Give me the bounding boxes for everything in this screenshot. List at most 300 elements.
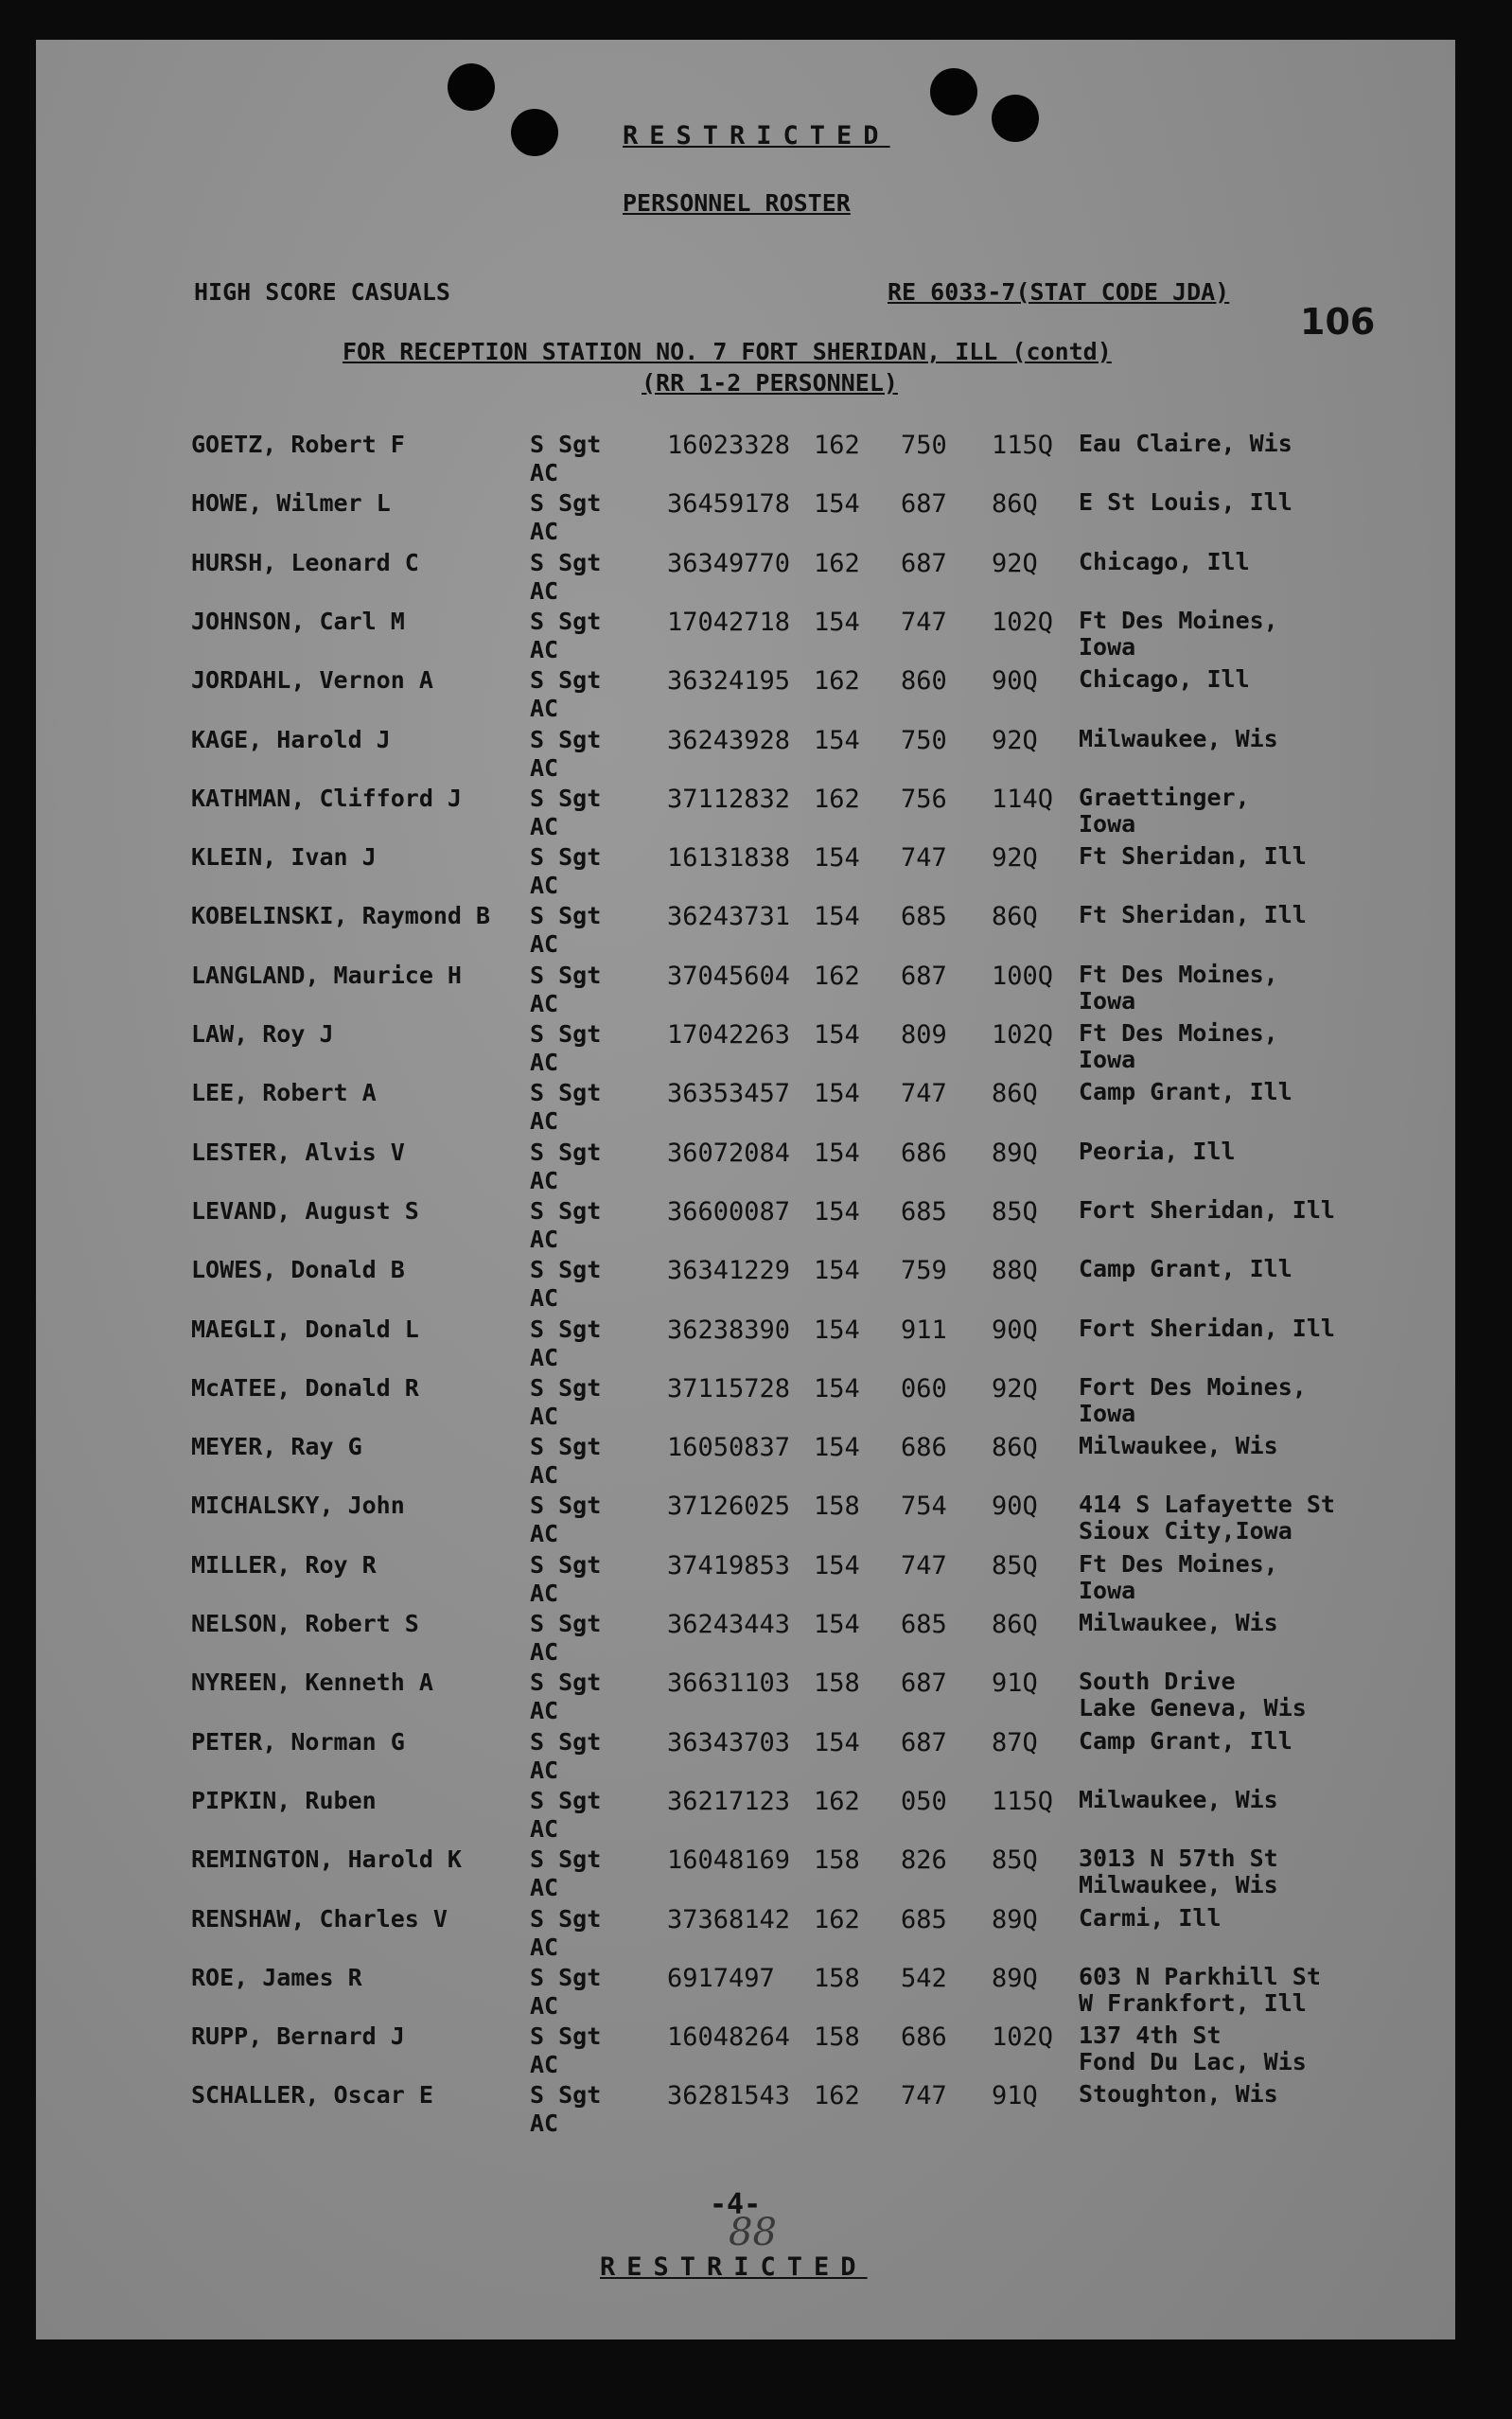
score-column-1: 162	[814, 1905, 860, 1934]
serial-number: 16048169	[667, 1845, 791, 1875]
score-column-2: 685	[901, 1905, 947, 1934]
person-name: MEYER, Ray G	[191, 1433, 362, 1460]
address-line: Stoughton, Wis	[1079, 2080, 1278, 2108]
score-column-1: 162	[814, 2081, 860, 2110]
handwritten-number: 88	[729, 2211, 777, 2254]
table-row	[0, 2081, 1512, 2138]
serial-number: 36238390	[667, 1315, 791, 1345]
address-line: Peoria, Ill	[1079, 1138, 1236, 1165]
address	[1079, 2022, 1307, 2075]
table-row	[0, 1256, 1512, 1313]
score-column-3: 89Q	[992, 1964, 1038, 1993]
score-column-2: 687	[901, 1728, 947, 1757]
table-row	[0, 666, 1512, 723]
branch-text: AC	[530, 930, 559, 958]
score-column-1: 154	[814, 726, 860, 755]
address-line: Eau Claire, Wis	[1079, 430, 1292, 457]
branch-text: AC	[530, 1874, 559, 1901]
address-line: Iowa	[1079, 1400, 1136, 1427]
person-name: KATHMAN, Clifford J	[191, 785, 462, 812]
score-column-3: 91Q	[992, 1669, 1038, 1698]
score-column-2: 542	[901, 1964, 947, 1993]
address	[1079, 1433, 1278, 1459]
rank-text: S Sgt	[530, 489, 602, 517]
score-column-1: 154	[814, 1610, 860, 1639]
serial-number: 6917497	[667, 1964, 775, 1993]
score-column-3: 88Q	[992, 1256, 1038, 1285]
roster-title: PERSONNEL ROSTER	[623, 189, 851, 217]
score-column-3: 86Q	[992, 489, 1038, 519]
branch-text: AC	[530, 1757, 559, 1784]
score-column-1: 154	[814, 843, 860, 873]
score-column-1: 154	[814, 489, 860, 519]
address-line: South Drive	[1079, 1668, 1236, 1695]
serial-number: 36343703	[667, 1728, 791, 1757]
person-name: HURSH, Leonard C	[191, 549, 419, 576]
score-column-2: 826	[901, 1845, 947, 1875]
address-line: Lake Geneva, Wis	[1079, 1694, 1307, 1722]
score-column-2: 756	[901, 785, 947, 814]
score-column-1: 162	[814, 666, 860, 696]
address	[1079, 549, 1250, 575]
score-column-1: 158	[814, 2022, 860, 2052]
person-name: SCHALLER, Oscar E	[191, 2081, 433, 2109]
score-column-2: 747	[901, 608, 947, 637]
table-row	[0, 1845, 1512, 1902]
score-column-3: 89Q	[992, 1139, 1038, 1168]
address-line: Chicago, Ill	[1079, 665, 1250, 693]
branch-text: AC	[530, 1461, 559, 1489]
score-column-2: 686	[901, 2022, 947, 2052]
score-column-3: 90Q	[992, 1492, 1038, 1521]
serial-number: 36324195	[667, 666, 791, 696]
address	[1079, 843, 1307, 870]
serial-number: 36243731	[667, 902, 791, 931]
serial-number: 16048264	[667, 2022, 791, 2052]
address	[1079, 1256, 1292, 1282]
score-column-3: 85Q	[992, 1197, 1038, 1227]
table-row	[0, 1433, 1512, 1490]
address-line: Sioux City,Iowa	[1079, 1517, 1292, 1545]
address	[1079, 608, 1278, 661]
table-row	[0, 1492, 1512, 1548]
branch-text: AC	[530, 577, 559, 605]
station-heading: FOR RECEPTION STATION NO. 7 FORT SHERIDAN, ILL (contd)	[343, 338, 1112, 365]
punch-hole	[511, 109, 558, 156]
branch-text: AC	[530, 1226, 559, 1253]
serial-number: 36072084	[667, 1139, 791, 1168]
address	[1079, 1728, 1292, 1755]
score-column-2: 685	[901, 1610, 947, 1639]
rank-text: S Sgt	[530, 1315, 602, 1343]
rank-text: S Sgt	[530, 1551, 602, 1579]
branch-text: AC	[530, 1580, 559, 1607]
address	[1079, 785, 1250, 838]
rank-text: S Sgt	[530, 843, 602, 871]
table-row	[0, 1551, 1512, 1608]
table-row	[0, 1787, 1512, 1844]
person-name: GOETZ, Robert F	[191, 431, 405, 458]
table-row	[0, 1669, 1512, 1725]
person-name: LANGLAND, Maurice H	[191, 962, 462, 989]
branch-text: AC	[530, 1697, 559, 1724]
serial-number: 36631103	[667, 1669, 791, 1698]
score-column-2: 747	[901, 2081, 947, 2110]
serial-number: 36341229	[667, 1256, 791, 1285]
rank-text: S Sgt	[530, 902, 602, 929]
address	[1079, 1845, 1278, 1898]
serial-number: 37112832	[667, 785, 791, 814]
stat-code: RE 6033-7(STAT CODE JDA)	[888, 278, 1230, 306]
person-name: NYREEN, Kenneth A	[191, 1669, 433, 1696]
branch-text: AC	[530, 1815, 559, 1843]
score-column-1: 154	[814, 1728, 860, 1757]
score-column-1: 162	[814, 962, 860, 991]
rank-text: S Sgt	[530, 1492, 602, 1519]
table-row	[0, 902, 1512, 959]
person-name: RUPP, Bernard J	[191, 2022, 405, 2050]
serial-number: 16131838	[667, 843, 791, 873]
rank-text: S Sgt	[530, 1433, 602, 1460]
score-column-1: 154	[814, 1079, 860, 1108]
rank-text: S Sgt	[530, 666, 602, 694]
person-name: MICHALSKY, John	[191, 1492, 405, 1519]
rank-text: S Sgt	[530, 1020, 602, 1048]
table-row	[0, 1139, 1512, 1195]
branch-text: AC	[530, 1284, 559, 1312]
punch-hole	[992, 95, 1039, 142]
score-column-3: 92Q	[992, 549, 1038, 578]
branch-text: AC	[530, 990, 559, 1017]
branch-text: AC	[530, 1520, 559, 1547]
rank-text: S Sgt	[530, 1610, 602, 1637]
branch-text: AC	[530, 1049, 559, 1076]
branch-text: AC	[530, 518, 559, 545]
score-column-2: 687	[901, 549, 947, 578]
score-column-3: 89Q	[992, 1905, 1038, 1934]
serial-number: 36459178	[667, 489, 791, 519]
score-column-3: 90Q	[992, 666, 1038, 696]
table-row	[0, 1315, 1512, 1372]
score-column-1: 154	[814, 1139, 860, 1168]
personnel-subheading: (RR 1-2 PERSONNEL)	[642, 369, 898, 397]
address	[1079, 666, 1250, 693]
person-name: MAEGLI, Donald L	[191, 1315, 419, 1343]
person-name: LAW, Roy J	[191, 1020, 334, 1048]
score-column-1: 162	[814, 785, 860, 814]
table-row	[0, 2022, 1512, 2079]
score-column-1: 154	[814, 608, 860, 637]
address	[1079, 431, 1292, 457]
rank-text: S Sgt	[530, 431, 602, 458]
rank-text: S Sgt	[530, 549, 602, 576]
serial-number: 36353457	[667, 1079, 791, 1108]
branch-text: AC	[530, 2051, 559, 2078]
person-name: McATEE, Donald R	[191, 1374, 419, 1402]
score-column-2: 759	[901, 1256, 947, 1285]
rank-text: S Sgt	[530, 1669, 602, 1696]
sheet-number: -4-	[710, 2188, 762, 2221]
rank-text: S Sgt	[530, 1374, 602, 1402]
address-line: Milwaukee, Wis	[1079, 1432, 1278, 1459]
person-name: PETER, Norman G	[191, 1728, 405, 1756]
rank-text: S Sgt	[530, 785, 602, 812]
branch-text: AC	[530, 872, 559, 899]
person-name: KLEIN, Ivan J	[191, 843, 377, 871]
address-line: Milwaukee, Wis	[1079, 1609, 1278, 1636]
score-column-2: 686	[901, 1139, 947, 1168]
address	[1079, 1669, 1307, 1722]
table-row	[0, 1020, 1512, 1077]
serial-number: 37115728	[667, 1374, 791, 1404]
table-row	[0, 962, 1512, 1018]
score-column-2: 860	[901, 666, 947, 696]
score-column-3: 92Q	[992, 843, 1038, 873]
score-column-3: 90Q	[992, 1315, 1038, 1345]
branch-text: AC	[530, 1167, 559, 1194]
score-column-3: 86Q	[992, 902, 1038, 931]
score-column-3: 102Q	[992, 2022, 1054, 2052]
score-column-2: 060	[901, 1374, 947, 1404]
branch-text: AC	[530, 695, 559, 722]
score-column-2: 911	[901, 1315, 947, 1345]
score-column-1: 154	[814, 1256, 860, 1285]
score-column-3: 91Q	[992, 2081, 1038, 2110]
address-line: Milwaukee, Wis	[1079, 725, 1278, 752]
person-name: LOWES, Donald B	[191, 1256, 405, 1283]
address-line: Ft Des Moines,	[1079, 607, 1278, 634]
address-line: Ft Sheridan, Ill	[1079, 901, 1307, 928]
classification-header: RESTRICTED	[623, 121, 890, 150]
address-line: Iowa	[1079, 633, 1136, 661]
address-line: Milwaukee, Wis	[1079, 1786, 1278, 1813]
table-row	[0, 843, 1512, 900]
address-line: W Frankfort, Ill	[1079, 1989, 1307, 2017]
score-column-2: 687	[901, 962, 947, 991]
address-line: Camp Grant, Ill	[1079, 1078, 1292, 1105]
score-column-3: 87Q	[992, 1728, 1038, 1757]
person-name: ROE, James R	[191, 1964, 362, 1991]
branch-text: AC	[530, 1403, 559, 1430]
score-column-2: 747	[901, 1551, 947, 1580]
serial-number: 36217123	[667, 1787, 791, 1816]
address	[1079, 1551, 1278, 1604]
table-row	[0, 489, 1512, 546]
table-row	[0, 1079, 1512, 1136]
serial-number: 36349770	[667, 549, 791, 578]
serial-number: 36600087	[667, 1197, 791, 1227]
address-line: Chicago, Ill	[1079, 548, 1250, 575]
branch-text: AC	[530, 1933, 559, 1961]
address-line: Fort Sheridan, Ill	[1079, 1196, 1335, 1224]
address	[1079, 2081, 1278, 2108]
branch-text: AC	[530, 459, 559, 486]
score-column-1: 154	[814, 902, 860, 931]
table-row	[0, 1905, 1512, 1962]
rank-text: S Sgt	[530, 1139, 602, 1166]
score-column-2: 685	[901, 902, 947, 931]
branch-text: AC	[530, 1992, 559, 2020]
score-column-2: 050	[901, 1787, 947, 1816]
address-line: Milwaukee, Wis	[1079, 1871, 1278, 1898]
page-number: 106	[1300, 301, 1376, 343]
score-column-3: 102Q	[992, 608, 1054, 637]
score-column-3: 85Q	[992, 1551, 1038, 1580]
score-column-2: 687	[901, 489, 947, 519]
address-line: 137 4th St	[1079, 2022, 1222, 2049]
score-column-1: 158	[814, 1964, 860, 1993]
score-column-1: 158	[814, 1492, 860, 1521]
score-column-1: 162	[814, 1787, 860, 1816]
score-column-1: 154	[814, 1374, 860, 1404]
rank-text: S Sgt	[530, 962, 602, 989]
address	[1079, 1079, 1292, 1105]
score-column-2: 747	[901, 843, 947, 873]
table-row	[0, 726, 1512, 783]
branch-text: AC	[530, 636, 559, 663]
serial-number: 37126025	[667, 1492, 791, 1521]
person-name: KAGE, Harold J	[191, 726, 391, 753]
score-column-3: 102Q	[992, 1020, 1054, 1050]
score-column-1: 158	[814, 1845, 860, 1875]
serial-number: 16023328	[667, 431, 791, 460]
branch-text: AC	[530, 1107, 559, 1135]
person-name: JORDAHL, Vernon A	[191, 666, 433, 694]
score-column-3: 92Q	[992, 1374, 1038, 1404]
score-column-2: 754	[901, 1492, 947, 1521]
address	[1079, 1610, 1278, 1636]
address-line: Iowa	[1079, 987, 1136, 1015]
branch-text: AC	[530, 1344, 559, 1371]
rank-text: S Sgt	[530, 726, 602, 753]
branch-text: AC	[530, 1638, 559, 1666]
serial-number: 16050837	[667, 1433, 791, 1462]
address	[1079, 902, 1307, 928]
address-line: Camp Grant, Ill	[1079, 1727, 1292, 1755]
serial-number: 36243928	[667, 726, 791, 755]
rank-text: S Sgt	[530, 608, 602, 635]
score-column-2: 809	[901, 1020, 947, 1050]
score-column-1: 158	[814, 1669, 860, 1698]
score-column-1: 154	[814, 1315, 860, 1345]
score-column-3: 100Q	[992, 962, 1054, 991]
punch-hole	[448, 63, 495, 111]
address	[1079, 1020, 1278, 1073]
score-column-1: 154	[814, 1433, 860, 1462]
branch-text: AC	[530, 754, 559, 782]
address	[1079, 1492, 1335, 1545]
address-line: 3013 N 57th St	[1079, 1845, 1278, 1872]
score-column-3: 115Q	[992, 431, 1054, 460]
person-name: JOHNSON, Carl M	[191, 608, 405, 635]
score-column-1: 154	[814, 1020, 860, 1050]
score-column-3: 114Q	[992, 785, 1054, 814]
table-row	[0, 431, 1512, 487]
address-line: Fort Des Moines,	[1079, 1373, 1307, 1401]
rank-text: S Sgt	[530, 1964, 602, 1991]
branch-text: AC	[530, 813, 559, 840]
punch-hole	[930, 68, 977, 115]
score-column-2: 747	[901, 1079, 947, 1108]
table-row	[0, 1197, 1512, 1254]
serial-number: 37368142	[667, 1905, 791, 1934]
rank-text: S Sgt	[530, 1256, 602, 1283]
score-column-2: 687	[901, 1669, 947, 1698]
table-row	[0, 608, 1512, 664]
serial-number: 37419853	[667, 1551, 791, 1580]
address-line: 603 N Parkhill St	[1079, 1963, 1321, 1990]
person-name: LESTER, Alvis V	[191, 1139, 405, 1166]
address-line: 414 S Lafayette St	[1079, 1491, 1335, 1518]
address	[1079, 1139, 1236, 1165]
address-line: Graettinger,	[1079, 784, 1250, 811]
address-line: Iowa	[1079, 1577, 1136, 1604]
person-name: LEE, Robert A	[191, 1079, 377, 1106]
score-column-2: 686	[901, 1433, 947, 1462]
score-column-2: 750	[901, 726, 947, 755]
person-name: MILLER, Roy R	[191, 1551, 377, 1579]
score-column-1: 162	[814, 431, 860, 460]
group-label: HIGH SCORE CASUALS	[194, 278, 450, 306]
serial-number: 37045604	[667, 962, 791, 991]
person-name: LEVAND, August S	[191, 1197, 419, 1225]
address-line: Fond Du Lac, Wis	[1079, 2048, 1307, 2075]
rank-text: S Sgt	[530, 1197, 602, 1225]
rank-text: S Sgt	[530, 1728, 602, 1756]
score-column-3: 115Q	[992, 1787, 1054, 1816]
rank-text: S Sgt	[530, 1845, 602, 1873]
address-line: Ft Sheridan, Ill	[1079, 842, 1307, 870]
person-name: RENSHAW, Charles V	[191, 1905, 448, 1933]
rank-text: S Sgt	[530, 1905, 602, 1933]
address-line: Iowa	[1079, 1046, 1136, 1073]
classification-footer: RESTRICTED	[600, 2252, 868, 2282]
score-column-2: 685	[901, 1197, 947, 1227]
score-column-1: 162	[814, 549, 860, 578]
address-line: Ft Des Moines,	[1079, 1019, 1278, 1047]
address	[1079, 1197, 1335, 1224]
address	[1079, 1374, 1307, 1427]
rank-text: S Sgt	[530, 2081, 602, 2109]
address	[1079, 1905, 1222, 1932]
table-row	[0, 1610, 1512, 1667]
address-line: Iowa	[1079, 810, 1136, 838]
score-column-3: 92Q	[992, 726, 1038, 755]
score-column-3: 86Q	[992, 1079, 1038, 1108]
address	[1079, 1964, 1321, 2017]
person-name: KOBELINSKI, Raymond B	[191, 902, 491, 929]
score-column-3: 85Q	[992, 1845, 1038, 1875]
table-row	[0, 1964, 1512, 2021]
score-column-2: 750	[901, 431, 947, 460]
address	[1079, 962, 1278, 1015]
address	[1079, 1315, 1335, 1342]
table-row	[0, 549, 1512, 606]
table-row	[0, 1728, 1512, 1785]
score-column-1: 154	[814, 1197, 860, 1227]
serial-number: 17042718	[667, 608, 791, 637]
address-line: Camp Grant, Ill	[1079, 1255, 1292, 1282]
branch-text: AC	[530, 2110, 559, 2137]
table-row	[0, 1374, 1512, 1431]
table-row	[0, 785, 1512, 841]
address-line: E St Louis, Ill	[1079, 488, 1292, 516]
address-line: Ft Des Moines,	[1079, 1550, 1278, 1578]
rank-text: S Sgt	[530, 1787, 602, 1814]
address	[1079, 489, 1292, 516]
address	[1079, 1787, 1278, 1813]
score-column-3: 86Q	[992, 1433, 1038, 1462]
